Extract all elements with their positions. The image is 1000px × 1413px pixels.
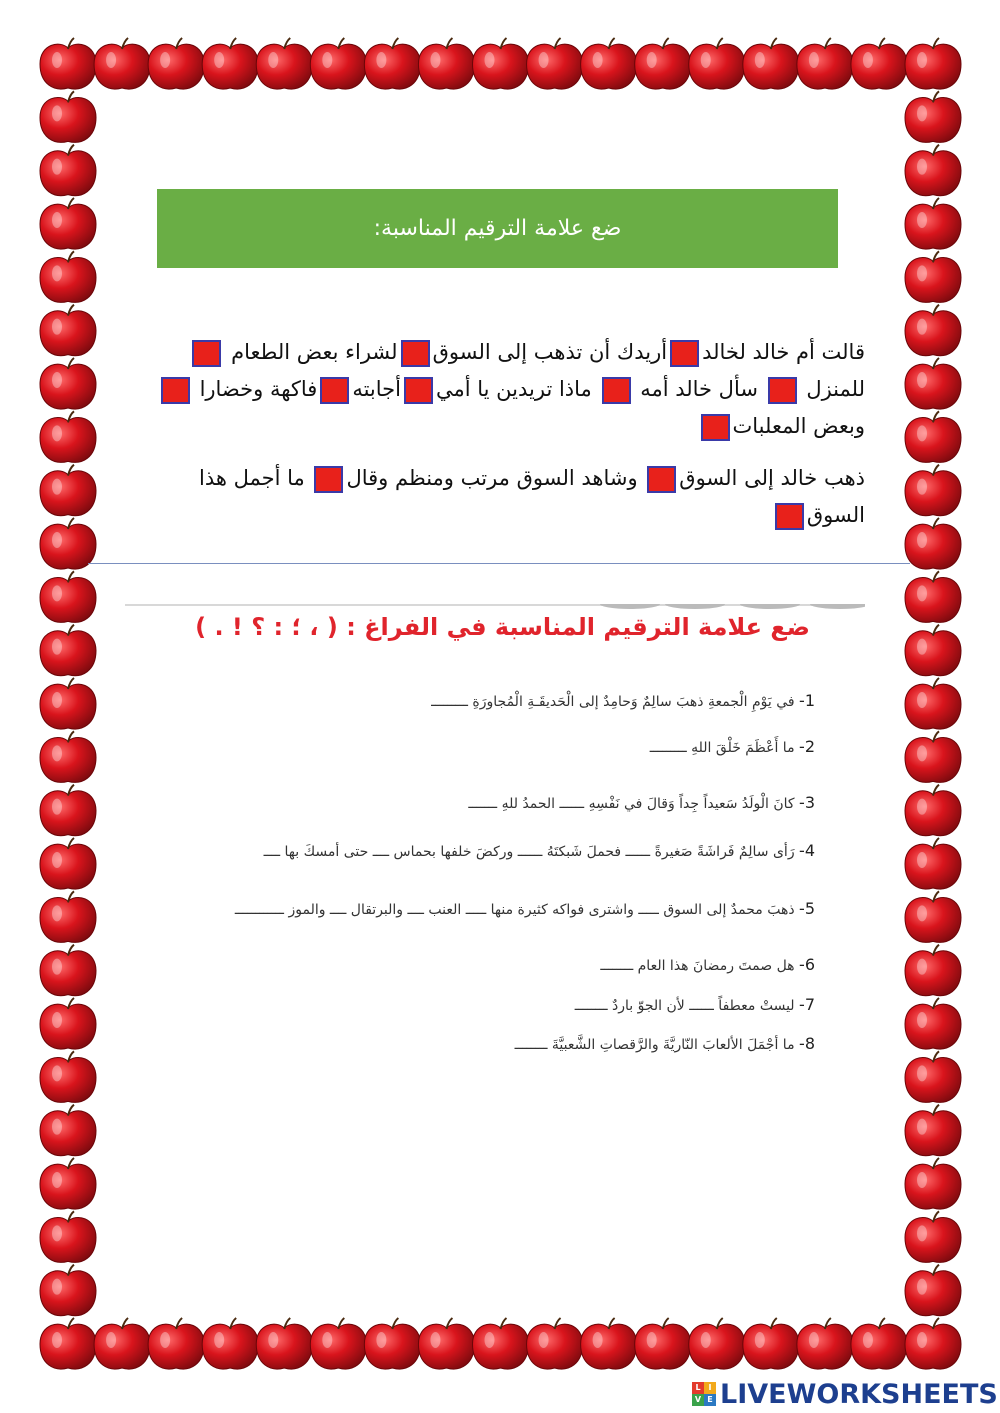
- apple-icon: [40, 91, 96, 142]
- question-5: [235, 899, 815, 918]
- question-text: رَأى سالِمٌ فَراشَةً صَغيرةً ــــــ فحملَ شَبكتَهُ ــــــ وركضَ خلفها بحماس ــــ حتى أمسكَ بها ــــ: [263, 844, 795, 860]
- apple-icon: [905, 1318, 961, 1369]
- answer-box[interactable]: [161, 377, 190, 404]
- question-6: [600, 955, 815, 974]
- apple-icon: [905, 38, 961, 89]
- apple-icon: [40, 305, 96, 356]
- apple-icon: [581, 38, 637, 89]
- apple-icon: [473, 1318, 529, 1369]
- apple-icon: [581, 1318, 637, 1369]
- apple-icon: [40, 198, 96, 249]
- question-1: [431, 691, 815, 710]
- apple-icon: [40, 1158, 96, 1209]
- apple-icon: [743, 38, 799, 89]
- apple-icon: [40, 1051, 96, 1102]
- logo-badge-letter: V: [692, 1394, 704, 1406]
- apple-icon: [40, 678, 96, 729]
- apple-icon: [905, 731, 961, 782]
- apple-icon: [40, 838, 96, 889]
- apple-icon: [905, 945, 961, 996]
- apple-icon: [40, 1265, 96, 1316]
- apple-icon: [40, 38, 96, 89]
- apple-icon: [905, 465, 961, 516]
- answer-box[interactable]: [768, 377, 797, 404]
- paragraph-text: فاكهة وخضارا: [199, 377, 318, 401]
- answer-box[interactable]: [404, 377, 433, 404]
- question-4: [264, 841, 815, 860]
- apple-icon: [905, 1105, 961, 1156]
- apple-icon: [635, 38, 691, 89]
- scan-title: ضع علامة الترقيم المناسبة في الفراغ : ( ، ؛ : ؟ ! . ): [195, 613, 810, 641]
- apple-icon: [635, 1318, 691, 1369]
- apple-icon: [418, 38, 474, 89]
- paragraph-text: سأل خالد أمه: [640, 377, 758, 401]
- paragraph-1: [140, 334, 865, 445]
- apple-icon: [364, 1318, 420, 1369]
- apple-icon: [94, 38, 150, 89]
- paragraph-text: قالت أم خالد لخالد: [702, 340, 865, 364]
- apple-icon: [40, 1211, 96, 1262]
- apple-icon: [40, 945, 96, 996]
- paragraph-text: أجابته: [352, 377, 401, 401]
- apple-icon: [905, 91, 961, 142]
- paragraph-text: ماذا تريدين يا أمي: [435, 377, 592, 401]
- apple-icon: [905, 1211, 961, 1262]
- question-text: ذهبَ محمدٌ إلى السوق ـــــ واشترى فواكه كثيرة منها ـــــ العنب ــــ والبرتقال ــــ والموز ــــــــــــ: [234, 902, 795, 918]
- apple-icon: [689, 1318, 745, 1369]
- answer-box[interactable]: [192, 340, 221, 367]
- apple-icon: [40, 785, 96, 836]
- apple-icon: [797, 1318, 853, 1369]
- apple-icon: [905, 358, 961, 409]
- apple-icon: [256, 38, 312, 89]
- apple-icon: [40, 251, 96, 302]
- apple-icon: [851, 38, 907, 89]
- apple-icon: [905, 998, 961, 1049]
- question-text: في يَوْمِ الْجمعةِ ذهبَ سالِمٌ وَحامِدٌ إلى الْحَديقَـةِ الْمُجاورَةِ ـــــــــ: [431, 694, 795, 710]
- logo-badge: [692, 1382, 716, 1406]
- paragraph-2: [140, 460, 865, 534]
- apple-icon: [40, 625, 96, 676]
- logo-text: LIVEWORKSHEETS: [720, 1378, 998, 1410]
- apple-icon: [310, 1318, 366, 1369]
- apple-icon: [310, 38, 366, 89]
- apple-icon: [148, 38, 204, 89]
- paragraph-text: وشاهد السوق مرتب ومنظم وقال: [346, 466, 638, 490]
- apple-icon: [797, 38, 853, 89]
- apple-icon: [743, 1318, 799, 1369]
- apple-icon: [364, 38, 420, 89]
- apple-icon: [473, 38, 529, 89]
- apple-icon: [905, 625, 961, 676]
- question-2: [650, 737, 815, 756]
- question-number: 1-: [799, 691, 815, 710]
- paragraph-text: لشراء بعض الطعام: [231, 340, 398, 364]
- apple-icon: [905, 198, 961, 249]
- question-3: [468, 793, 815, 812]
- apple-icon: [905, 305, 961, 356]
- question-text: ليستْ معطفاً ــــــ لأن الجوّ باردٌ ــــــــ: [574, 998, 795, 1014]
- apple-icon: [527, 38, 583, 89]
- apple-icon: [256, 1318, 312, 1369]
- section-divider: [88, 563, 910, 564]
- paragraph-text: ما أجمل هذا السوق: [199, 466, 865, 527]
- answer-box[interactable]: [602, 377, 631, 404]
- question-number: 4-: [799, 841, 815, 860]
- apple-icon: [689, 38, 745, 89]
- apple-icon: [40, 731, 96, 782]
- apple-icon: [905, 785, 961, 836]
- apple-icon: [905, 145, 961, 196]
- question-text: ما أجْمَلَ الألعابَ النّاريَّةَ والرَّقصاتِ الشَّعبيَّةَ ــــــــ: [514, 1037, 795, 1053]
- apple-icon: [851, 1318, 907, 1369]
- apple-icon: [40, 571, 96, 622]
- apple-icon: [905, 411, 961, 462]
- scan-top-edge: [125, 604, 865, 610]
- answer-box[interactable]: [401, 340, 430, 367]
- apple-icon: [94, 1318, 150, 1369]
- answer-box[interactable]: [775, 503, 804, 530]
- question-number: 7-: [799, 995, 815, 1014]
- question-7: [575, 995, 815, 1014]
- question-number: 3-: [799, 793, 815, 812]
- apple-icon: [40, 145, 96, 196]
- apple-icon: [905, 678, 961, 729]
- apple-icon: [40, 358, 96, 409]
- apple-icon: [40, 998, 96, 1049]
- apple-icon: [905, 1158, 961, 1209]
- apple-icon: [905, 571, 961, 622]
- answer-box[interactable]: [701, 414, 730, 441]
- apple-icon: [40, 1105, 96, 1156]
- apple-icon: [905, 838, 961, 889]
- apple-icon: [202, 1318, 258, 1369]
- logo-badge-letter: L: [692, 1382, 704, 1394]
- apple-icon: [905, 518, 961, 569]
- banner-title: ضع علامة الترقيم المناسبة:: [373, 216, 622, 241]
- apple-icon: [40, 891, 96, 942]
- question-number: 6-: [799, 955, 815, 974]
- logo-badge-letter: E: [704, 1394, 716, 1406]
- paragraph-text: ذهب خالد إلى السوق: [679, 466, 865, 490]
- apple-icon: [905, 891, 961, 942]
- apple-icon: [148, 1318, 204, 1369]
- apple-icon: [40, 465, 96, 516]
- apple-icon: [40, 1318, 96, 1369]
- question-text: كانَ الْولَدُ سَعيداً جِداً وَقالَ في نَفْسِهِ ــــــ الحمدُ للهِ ـــــــ: [468, 796, 795, 812]
- apple-icon: [527, 1318, 583, 1369]
- question-text: ما أَعْظَمَ خَلْقَ اللهِ ـــــــــ: [649, 740, 795, 756]
- paragraph-text: أريدك أن تذهب إلى السوق: [432, 340, 668, 364]
- apple-icon: [40, 411, 96, 462]
- question-text: هل صمتَ رمضانَ هذا العام ــــــــ: [600, 958, 795, 974]
- answer-box[interactable]: [314, 466, 343, 493]
- instruction-banner: [157, 189, 838, 268]
- answer-box[interactable]: [670, 340, 699, 367]
- answer-box[interactable]: [647, 466, 676, 493]
- question-number: 5-: [799, 899, 815, 918]
- paragraph-text: وبعض المعلبات: [732, 414, 865, 438]
- liveworksheets-logo: [692, 1378, 998, 1410]
- paragraph-text: للمنزل: [806, 377, 865, 401]
- apple-icon: [905, 251, 961, 302]
- answer-box[interactable]: [320, 377, 349, 404]
- apple-icon: [40, 518, 96, 569]
- apple-icon: [202, 38, 258, 89]
- apple-icon: [418, 1318, 474, 1369]
- question-number: 2-: [799, 737, 815, 756]
- question-number: 8-: [799, 1034, 815, 1053]
- apple-icon: [905, 1051, 961, 1102]
- question-8: [515, 1034, 815, 1053]
- apple-icon: [905, 1265, 961, 1316]
- logo-badge-letter: I: [704, 1382, 716, 1394]
